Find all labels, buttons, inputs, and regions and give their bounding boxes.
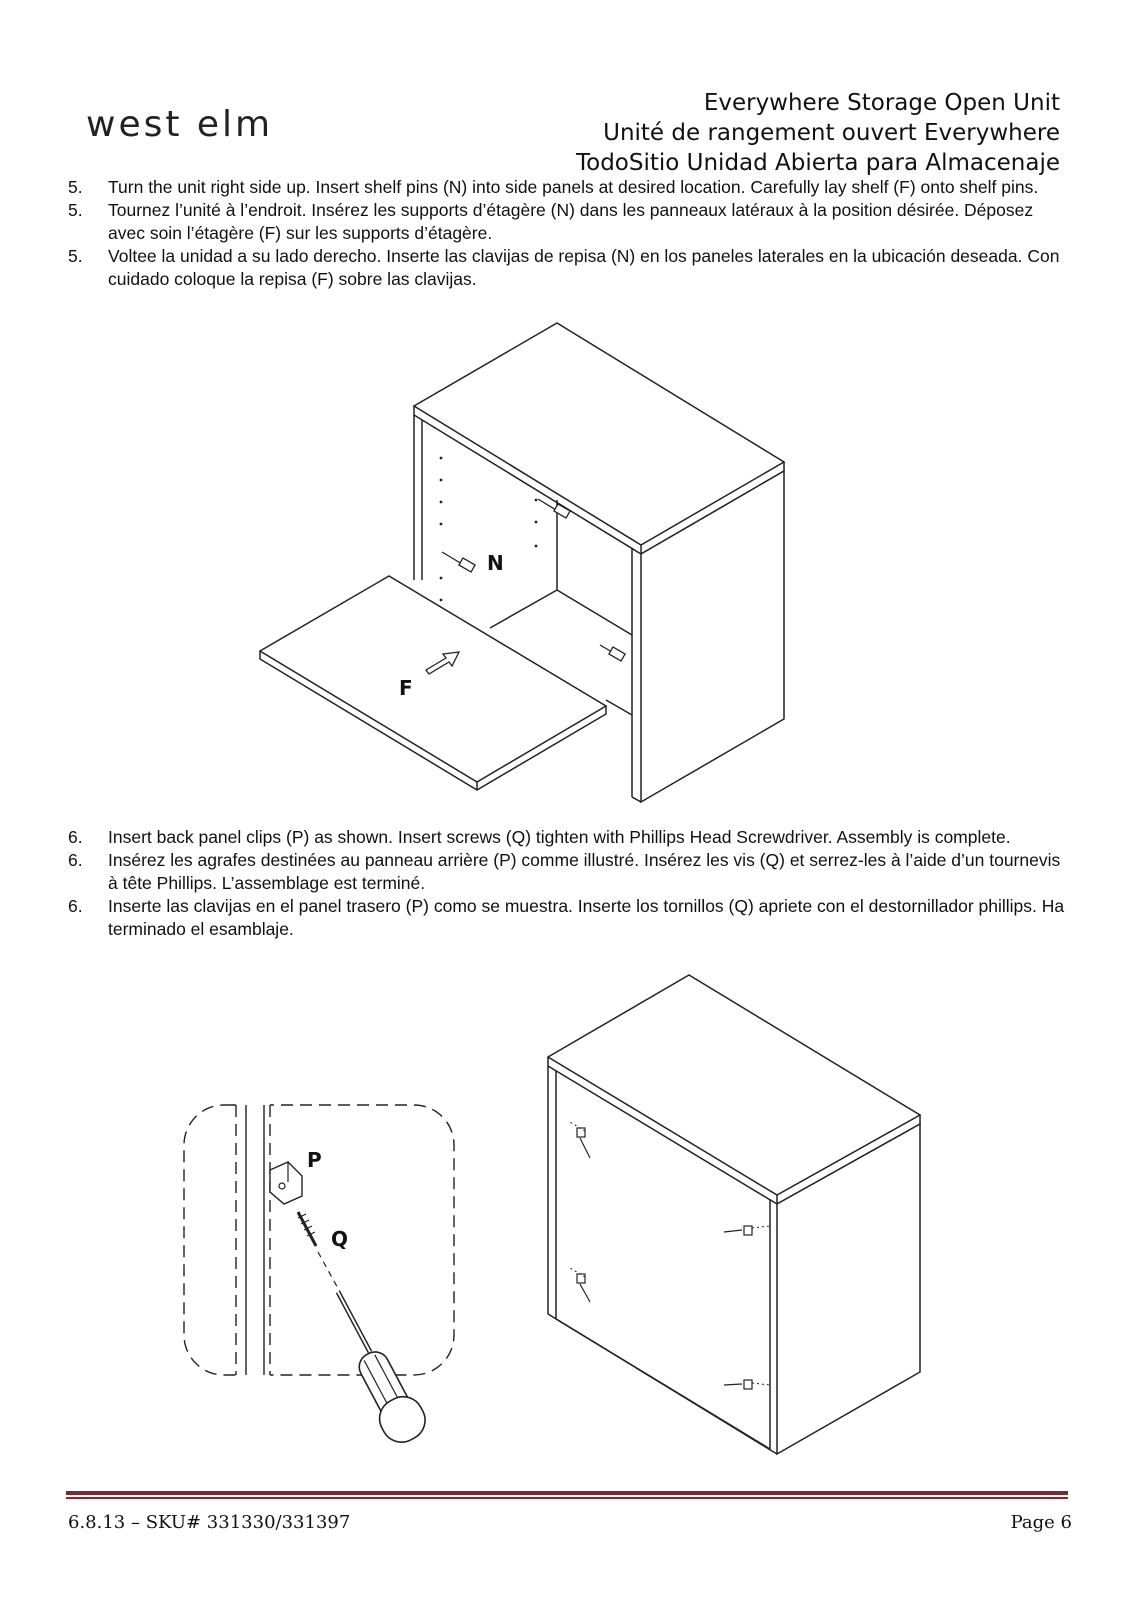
step-6-english <box>68 826 1068 849</box>
brand-logo: west elm <box>86 104 274 145</box>
title-spanish: TodoSitio Unidad Abierta para Almacenaje <box>575 150 1060 176</box>
clip-label-p: P <box>307 1148 322 1172</box>
page-number: Page 6 <box>1010 1512 1072 1533</box>
step-text: Insert back panel clips (P) as shown. Insert screws (Q) tighten with Phillips Head Screwdriver. Assembly is complete. <box>108 827 1011 847</box>
step-number: 6. <box>68 827 83 847</box>
step-number: 5. <box>68 177 83 197</box>
step-number: 5. <box>68 200 83 220</box>
step-5-french <box>68 199 1068 245</box>
title-english: Everywhere Storage Open Unit <box>703 90 1060 116</box>
step-text: Inserte las clavijas en el panel trasero (P) como se muestra. Inserte los tornillos (Q) apriete con el destornillador phillips. Ha terminado el esamblaje. <box>108 896 1065 939</box>
step-text: Insérez les agrafes destinées au panneau arrière (P) comme illustré. Insérez les vis (Q) et serrez-les à l’aide d’un tournevis à tête Phillips. L’assemblage est terminé. <box>108 850 1061 893</box>
footer-sku: 6.8.13 – SKU# 331330/331397 <box>68 1512 351 1533</box>
step-5-english <box>68 176 1068 199</box>
step-number: 5. <box>68 246 83 266</box>
step-text: Tournez l’unité à l’endroit. Insérez les supports d’étagère (N) dans les panneaux latéraux à la position désirée. Déposez avec soin l’étagère (F) sur les supports d’étagère. <box>108 200 1034 243</box>
title-french: Unité de rangement ouvert Everywhere <box>603 120 1060 146</box>
step-number: 6. <box>68 850 83 870</box>
shelf-label-f: F <box>399 676 413 700</box>
step-number: 6. <box>68 896 83 916</box>
back-clip-detail-diagram <box>175 1095 475 1465</box>
screw-label-q: Q <box>331 1227 349 1251</box>
document-titles <box>576 88 1060 178</box>
step-5-spanish <box>68 245 1068 291</box>
step-6-instructions <box>68 826 1068 941</box>
cabinet-back-diagram <box>540 965 930 1465</box>
shelf-insertion-diagram <box>250 318 810 818</box>
step-6-spanish <box>68 895 1068 941</box>
step-5-instructions <box>68 176 1068 291</box>
pin-label-n: N <box>487 551 504 575</box>
step-text: Turn the unit right side up. Insert shelf pins (N) into side panels at desired location. Carefully lay shelf (F) onto shelf pins. <box>108 177 1039 197</box>
footer-divider <box>66 1491 1068 1499</box>
step-6-french <box>68 849 1068 895</box>
step-text: Voltee la unidad a su lado derecho. Inserte las clavijas de repisa (N) en los paneles laterales en la ubicación deseada. Con cuidado coloque la repisa (F) sobre las clavijas. <box>108 246 1060 289</box>
